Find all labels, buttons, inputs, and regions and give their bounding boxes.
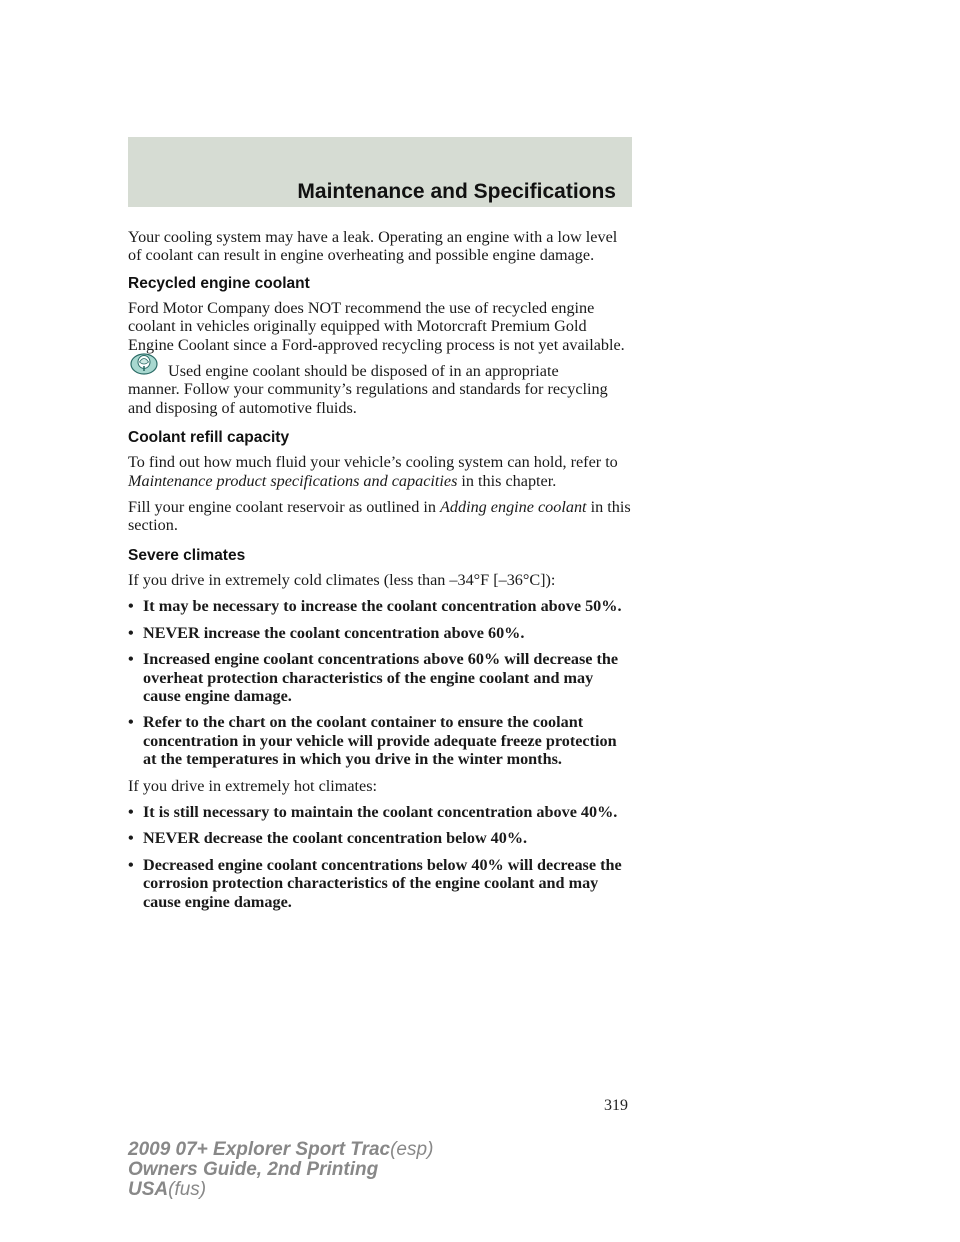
document-footer [128, 1140, 433, 1200]
intro-paragraph: Your cooling system may have a leak. Operating an engine with a low level of coolant can result in engine overheating and possible engine damage. [128, 228, 618, 265]
recycled-heading: Recycled engine coolant [128, 274, 310, 292]
severe-climates-heading: Severe climates [128, 546, 246, 564]
list-item: • Refer to the chart on the coolant container to ensure the coolant concentration in your vehicle will provide adequate freeze protection at the temperatures in which you drive in the winter months. [128, 713, 634, 768]
cold-climate-list [128, 597, 634, 768]
environment-tree-icon [130, 352, 158, 376]
footer-model: 2009 07+ Explorer Sport Trac [128, 1139, 391, 1160]
section-title: Maintenance and Specifications [297, 180, 616, 203]
footer-market: USA [128, 1179, 169, 1200]
hot-climate-intro: If you drive in extremely hot climates: [128, 776, 378, 795]
list-item: • Decreased engine coolant concentrations below 40% will decrease the corrosion protection characteristics of the engine coolant and may cause engine damage. [128, 856, 634, 911]
list-item: • NEVER increase the coolant concentration above 60%. [128, 624, 634, 642]
list-item: • Increased engine coolant concentrations above 60% will decrease the overheat protection characteristics of the engine coolant and may cause engine damage. [128, 650, 634, 705]
adding-coolant-reference: Adding engine coolant [440, 498, 587, 517]
capacity-paragraph-1: To find out how much fluid your vehicle’s cooling system can hold, refer to Maintenance product specifications and capacities in this chapter. [128, 453, 618, 490]
cold-climate-intro: If you drive in extremely cold climates (less than –34°F [–36°C]): [128, 570, 556, 589]
env-note-first-line: Used engine coolant should be disposed of in an appropriate [168, 362, 559, 381]
section-header-band [128, 137, 632, 207]
recycled-paragraph: Ford Motor Company does NOT recommend the use of recycled engine coolant in vehicles originally equipped with Motorcraft Premium Gold Engine Coolant since a Ford-approved recycling process is not yet available. [128, 298, 625, 354]
list-item: • NEVER decrease the coolant concentration below 40%. [128, 829, 634, 847]
list-item: • It is still necessary to maintain the coolant concentration above 40%. [128, 803, 634, 821]
page-content [128, 228, 634, 919]
footer-market-code: (fus) [168, 1179, 207, 1200]
footer-printing: Owners Guide, 2nd Printing [128, 1159, 379, 1180]
capacity-heading: Coolant refill capacity [128, 429, 290, 447]
specifications-reference: Maintenance product specifications and capacities [128, 471, 458, 490]
hot-climate-list [128, 803, 634, 911]
page-number: 319 [604, 1097, 628, 1114]
environment-note [128, 362, 634, 417]
capacity-paragraph-2: Fill your engine coolant reservoir as outlined in Adding engine coolant in this section. [128, 498, 631, 535]
footer-model-code: (esp) [390, 1139, 434, 1160]
env-note-rest: manner. Follow your community’s regulations and standards for recycling and disposing of automotive fluids. [128, 380, 608, 417]
list-item: • It may be necessary to increase the coolant concentration above 50%. [128, 597, 634, 615]
